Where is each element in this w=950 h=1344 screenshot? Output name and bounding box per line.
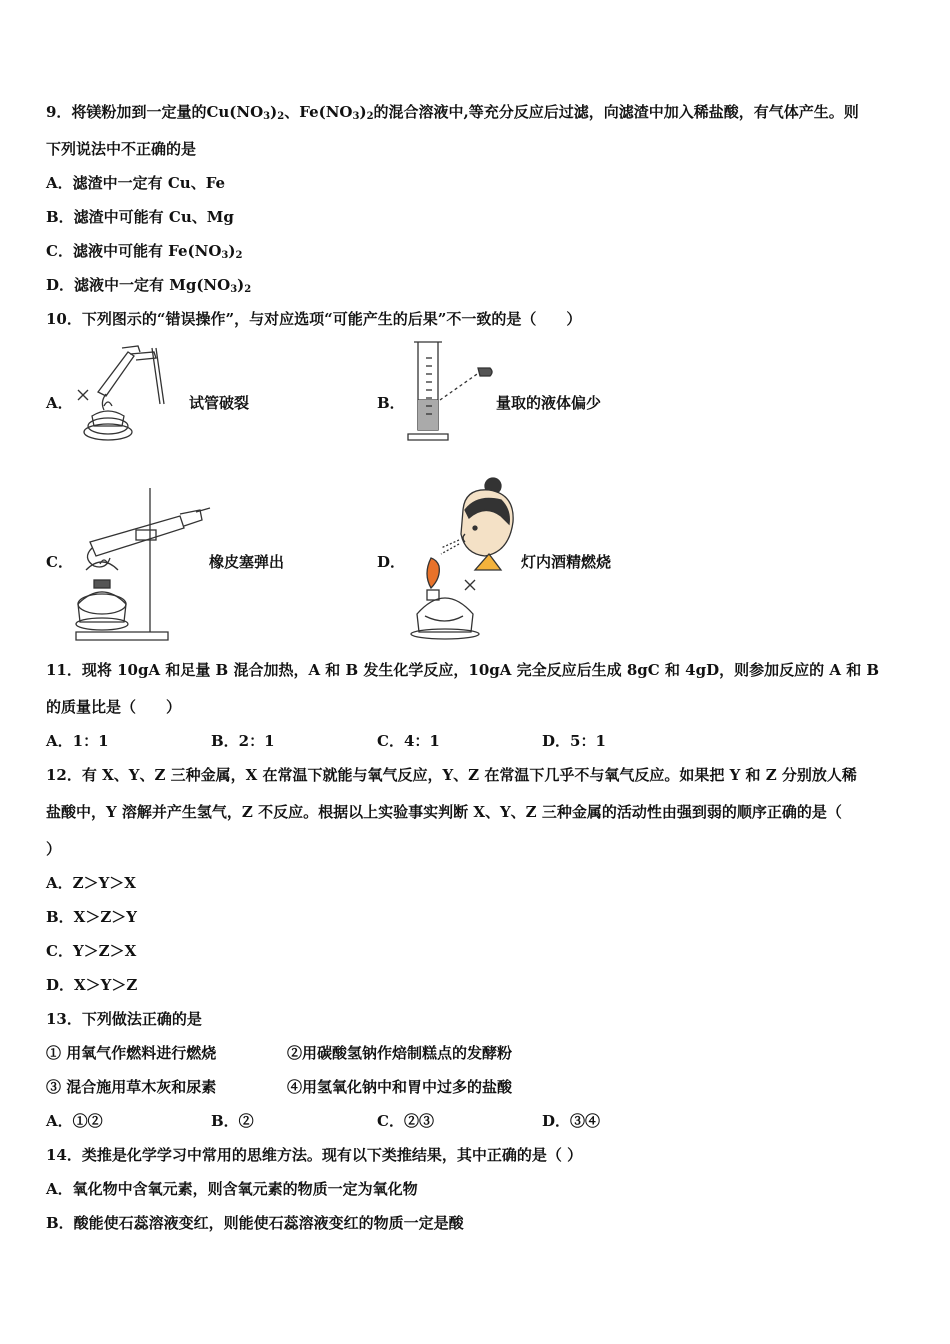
q9-stem-line1: 9．将镁粉加到一定量的$Cu(NO_3)_2$、$Fe(NO_3)_2$的混合溶液中,等充分反应后过滤，向滤渣中加入稀盐酸，有气体产生。则 xyxy=(46,103,859,122)
q12-option-d: D．X＞Y＞Z xyxy=(46,976,138,994)
q9-option-a: A．滤渣中一定有 Cu、Fe xyxy=(46,174,226,192)
q9-option-b: B．滤渣中可能有 Cu、Mg xyxy=(46,208,234,226)
q13-option-a: A．①② xyxy=(46,1112,103,1130)
q13-stem: 13．下列做法正确的是 xyxy=(46,1010,202,1028)
q13-option-c: C．②③ xyxy=(377,1112,434,1130)
q11-stem-line2: 的质量比是（ ） xyxy=(46,698,182,716)
q13-option-d: D．③④ xyxy=(542,1112,601,1130)
q10-stem: 10．下列图示的“错误操作”，与对应选项“可能产生的后果”不一致的是（ ） xyxy=(46,310,582,328)
q10-option-b-letter: B． xyxy=(377,394,405,412)
q9-option-d: D．滤液中一定有 $Mg(NO_3)_2$ xyxy=(46,276,252,295)
iron-stand-heating-figure xyxy=(72,484,212,644)
q12-stem-line3: ） xyxy=(46,840,62,858)
q13-item-4: ④用氢氧化钠中和胃中过多的盐酸 xyxy=(287,1078,513,1096)
blowing-out-lamp-figure xyxy=(405,474,523,644)
q10-option-d-letter: D． xyxy=(377,553,406,571)
q9-option-c: C．滤液中可能有 $Fe(NO_3)_2$ xyxy=(46,242,243,261)
q13-option-b: B．② xyxy=(211,1112,254,1130)
q13-item-3: ③ 混合施用草木灰和尿素 xyxy=(46,1078,217,1096)
q10-option-c-label: 橡皮塞弹出 xyxy=(209,553,285,571)
q11-option-a: A．1：1 xyxy=(46,732,109,750)
q14-stem: 14．类推是化学学习中常用的思维方法。现有以下类推结果，其中正确的是（ ） xyxy=(46,1146,583,1164)
q10-option-a-label: 试管破裂 xyxy=(189,394,250,412)
q12-option-c: C．Y＞Z＞X xyxy=(46,942,137,960)
q12-stem-line1: 12．有 X、Y、Z 三种金属，X 在常温下就能与氧气反应，Y、Z 在常温下几乎不与氧气反应。如果把 Y 和 Z 分别放人稀 xyxy=(46,766,857,784)
q11-option-c: C．4：1 xyxy=(377,732,440,750)
q14-option-a: A．氧化物中含氧元素，则含氧元素的物质一定为氧化物 xyxy=(46,1180,418,1198)
q13-item-1: ① 用氧气作燃料进行燃烧 xyxy=(46,1044,217,1062)
q9-stem-line2: 下列说法中不正确的是 xyxy=(46,140,197,158)
q12-option-a: A．Z＞Y＞X xyxy=(46,874,136,892)
q11-stem-line1: 11．现将 10gA 和足量 B 混合加热，A 和 B 发生化学反应，10gA 完全反应后生成 8gC 和 4gD，则参加反应的 A 和 B xyxy=(46,661,880,679)
q13-item-2: ②用碳酸氢钠作焙制糕点的发酵粉 xyxy=(287,1044,513,1062)
q10-option-a-letter: A． xyxy=(46,394,73,412)
q12-option-b: B．X＞Z＞Y xyxy=(46,908,137,926)
q10-option-d-label: 灯内酒精燃烧 xyxy=(521,553,612,571)
q10-option-b-label: 量取的液体偏少 xyxy=(496,394,602,412)
q12-stem-line2: 盐酸中，Y 溶解并产生氢气，Z 不反应。根据以上实验事实判断 X、Y、Z 三种金属的活动性由强到弱的顺序正确的是（ xyxy=(46,803,842,821)
q10-option-c-letter: C． xyxy=(46,553,73,571)
test-tube-heating-figure xyxy=(70,344,190,444)
q14-option-b: B．酸能使石蕊溶液变红，则能使石蕊溶液变红的物质一定是酸 xyxy=(46,1214,464,1232)
graduated-cylinder-figure xyxy=(402,338,502,446)
q11-option-d: D．5：1 xyxy=(542,732,606,750)
q11-option-b: B．2：1 xyxy=(211,732,275,750)
